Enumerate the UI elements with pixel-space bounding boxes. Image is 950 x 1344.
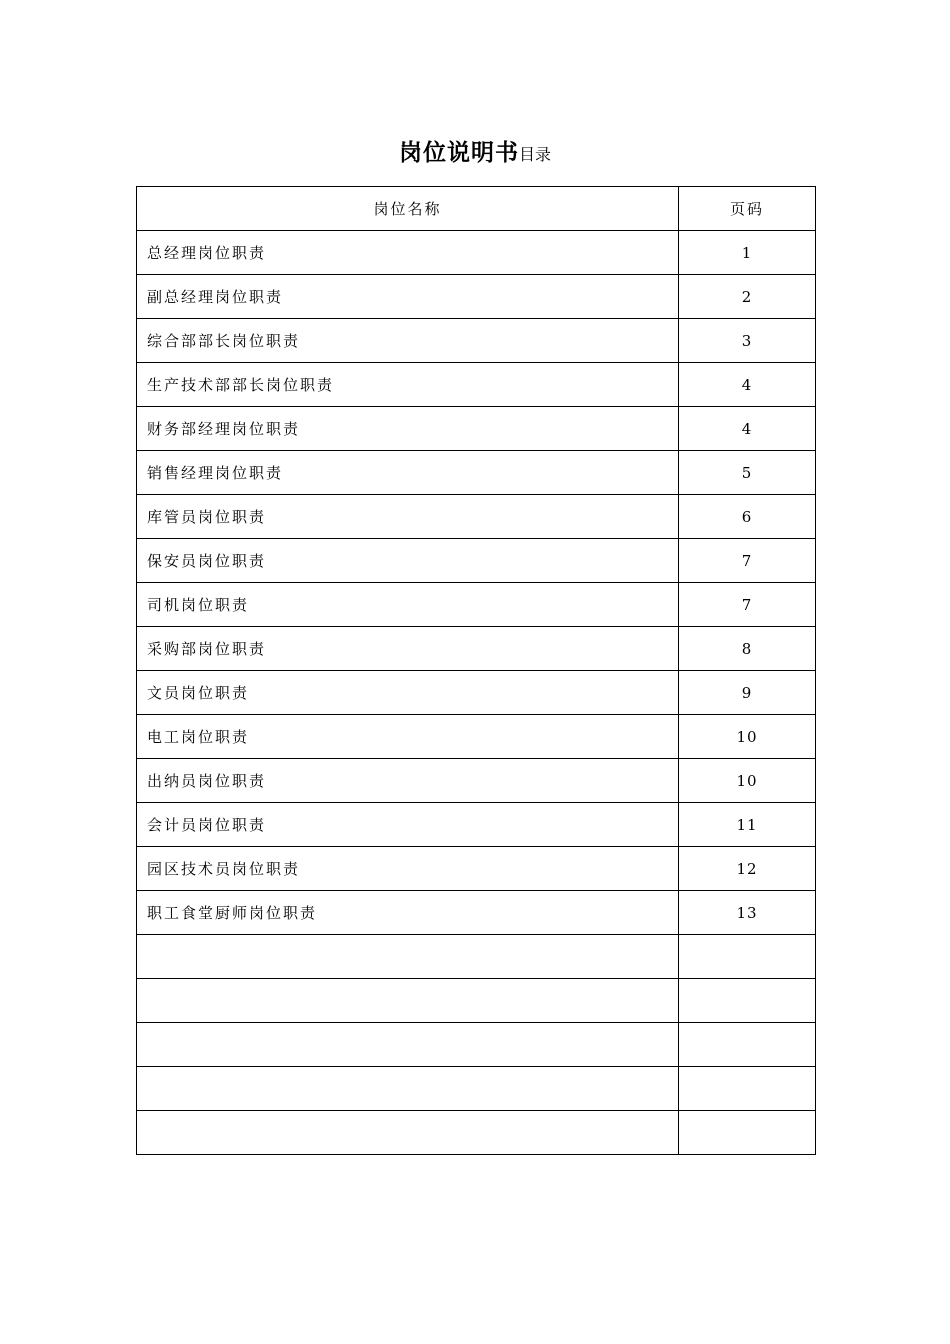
position-name-cell [137,1067,679,1111]
table-row [137,759,816,803]
table-row [137,451,816,495]
page-number-cell: 6 [679,495,816,539]
position-name-cell: 司机岗位职责 [137,583,679,627]
position-name-cell: 采购部岗位职责 [137,627,679,671]
position-name-cell: 文员岗位职责 [137,671,679,715]
table-row [137,275,816,319]
table-row [137,1023,816,1067]
position-name-cell: 会计员岗位职责 [137,803,679,847]
table-row [137,319,816,363]
table-row [137,671,816,715]
page-number-cell: 4 [679,407,816,451]
table-body [137,231,816,1155]
position-name-cell: 库管员岗位职责 [137,495,679,539]
page-number-cell: 11 [679,803,816,847]
title-main: 岗位说明书 [398,139,519,166]
position-name-cell: 副总经理岗位职责 [137,275,679,319]
table-row [137,715,816,759]
page-number-cell: 4 [679,363,816,407]
title-sub: 目录 [518,145,551,164]
table-row [137,979,816,1023]
page-number-cell [679,979,816,1023]
page-number-cell: 10 [679,759,816,803]
position-name-cell: 出纳员岗位职责 [137,759,679,803]
position-name-cell: 电工岗位职责 [137,715,679,759]
page-number-cell: 7 [679,583,816,627]
table-row [137,583,816,627]
table-row [137,495,816,539]
page-number-cell: 10 [679,715,816,759]
header-name: 岗位名称 [137,187,679,231]
page-number-cell [679,1023,816,1067]
position-name-cell [137,935,679,979]
position-name-cell: 保安员岗位职责 [137,539,679,583]
position-name-cell [137,979,679,1023]
page-number-cell: 9 [679,671,816,715]
page-title [0,134,950,167]
toc-table [136,186,816,1155]
table-row [137,231,816,275]
position-name-cell: 财务部经理岗位职责 [137,407,679,451]
page-number-cell: 12 [679,847,816,891]
position-name-cell: 综合部部长岗位职责 [137,319,679,363]
page-number-cell: 7 [679,539,816,583]
page-number-cell: 1 [679,231,816,275]
page-number-cell [679,935,816,979]
position-name-cell: 总经理岗位职责 [137,231,679,275]
table-row [137,363,816,407]
table-row [137,891,816,935]
table-row [137,847,816,891]
position-name-cell: 园区技术员岗位职责 [137,847,679,891]
header-page: 页码 [679,187,816,231]
page-number-cell: 3 [679,319,816,363]
table-row [137,1111,816,1155]
position-name-cell: 生产技术部部长岗位职责 [137,363,679,407]
page-number-cell: 2 [679,275,816,319]
page-number-cell: 13 [679,891,816,935]
table-row [137,539,816,583]
table-row [137,1067,816,1111]
position-name-cell: 销售经理岗位职责 [137,451,679,495]
table-row [137,803,816,847]
page-number-cell [679,1111,816,1155]
position-name-cell: 职工食堂厨师岗位职责 [137,891,679,935]
table-row [137,407,816,451]
position-name-cell [137,1023,679,1067]
table-row [137,935,816,979]
page-number-cell: 8 [679,627,816,671]
table-header-row [137,187,816,231]
table-row [137,627,816,671]
page-number-cell [679,1067,816,1111]
position-name-cell [137,1111,679,1155]
page-number-cell: 5 [679,451,816,495]
